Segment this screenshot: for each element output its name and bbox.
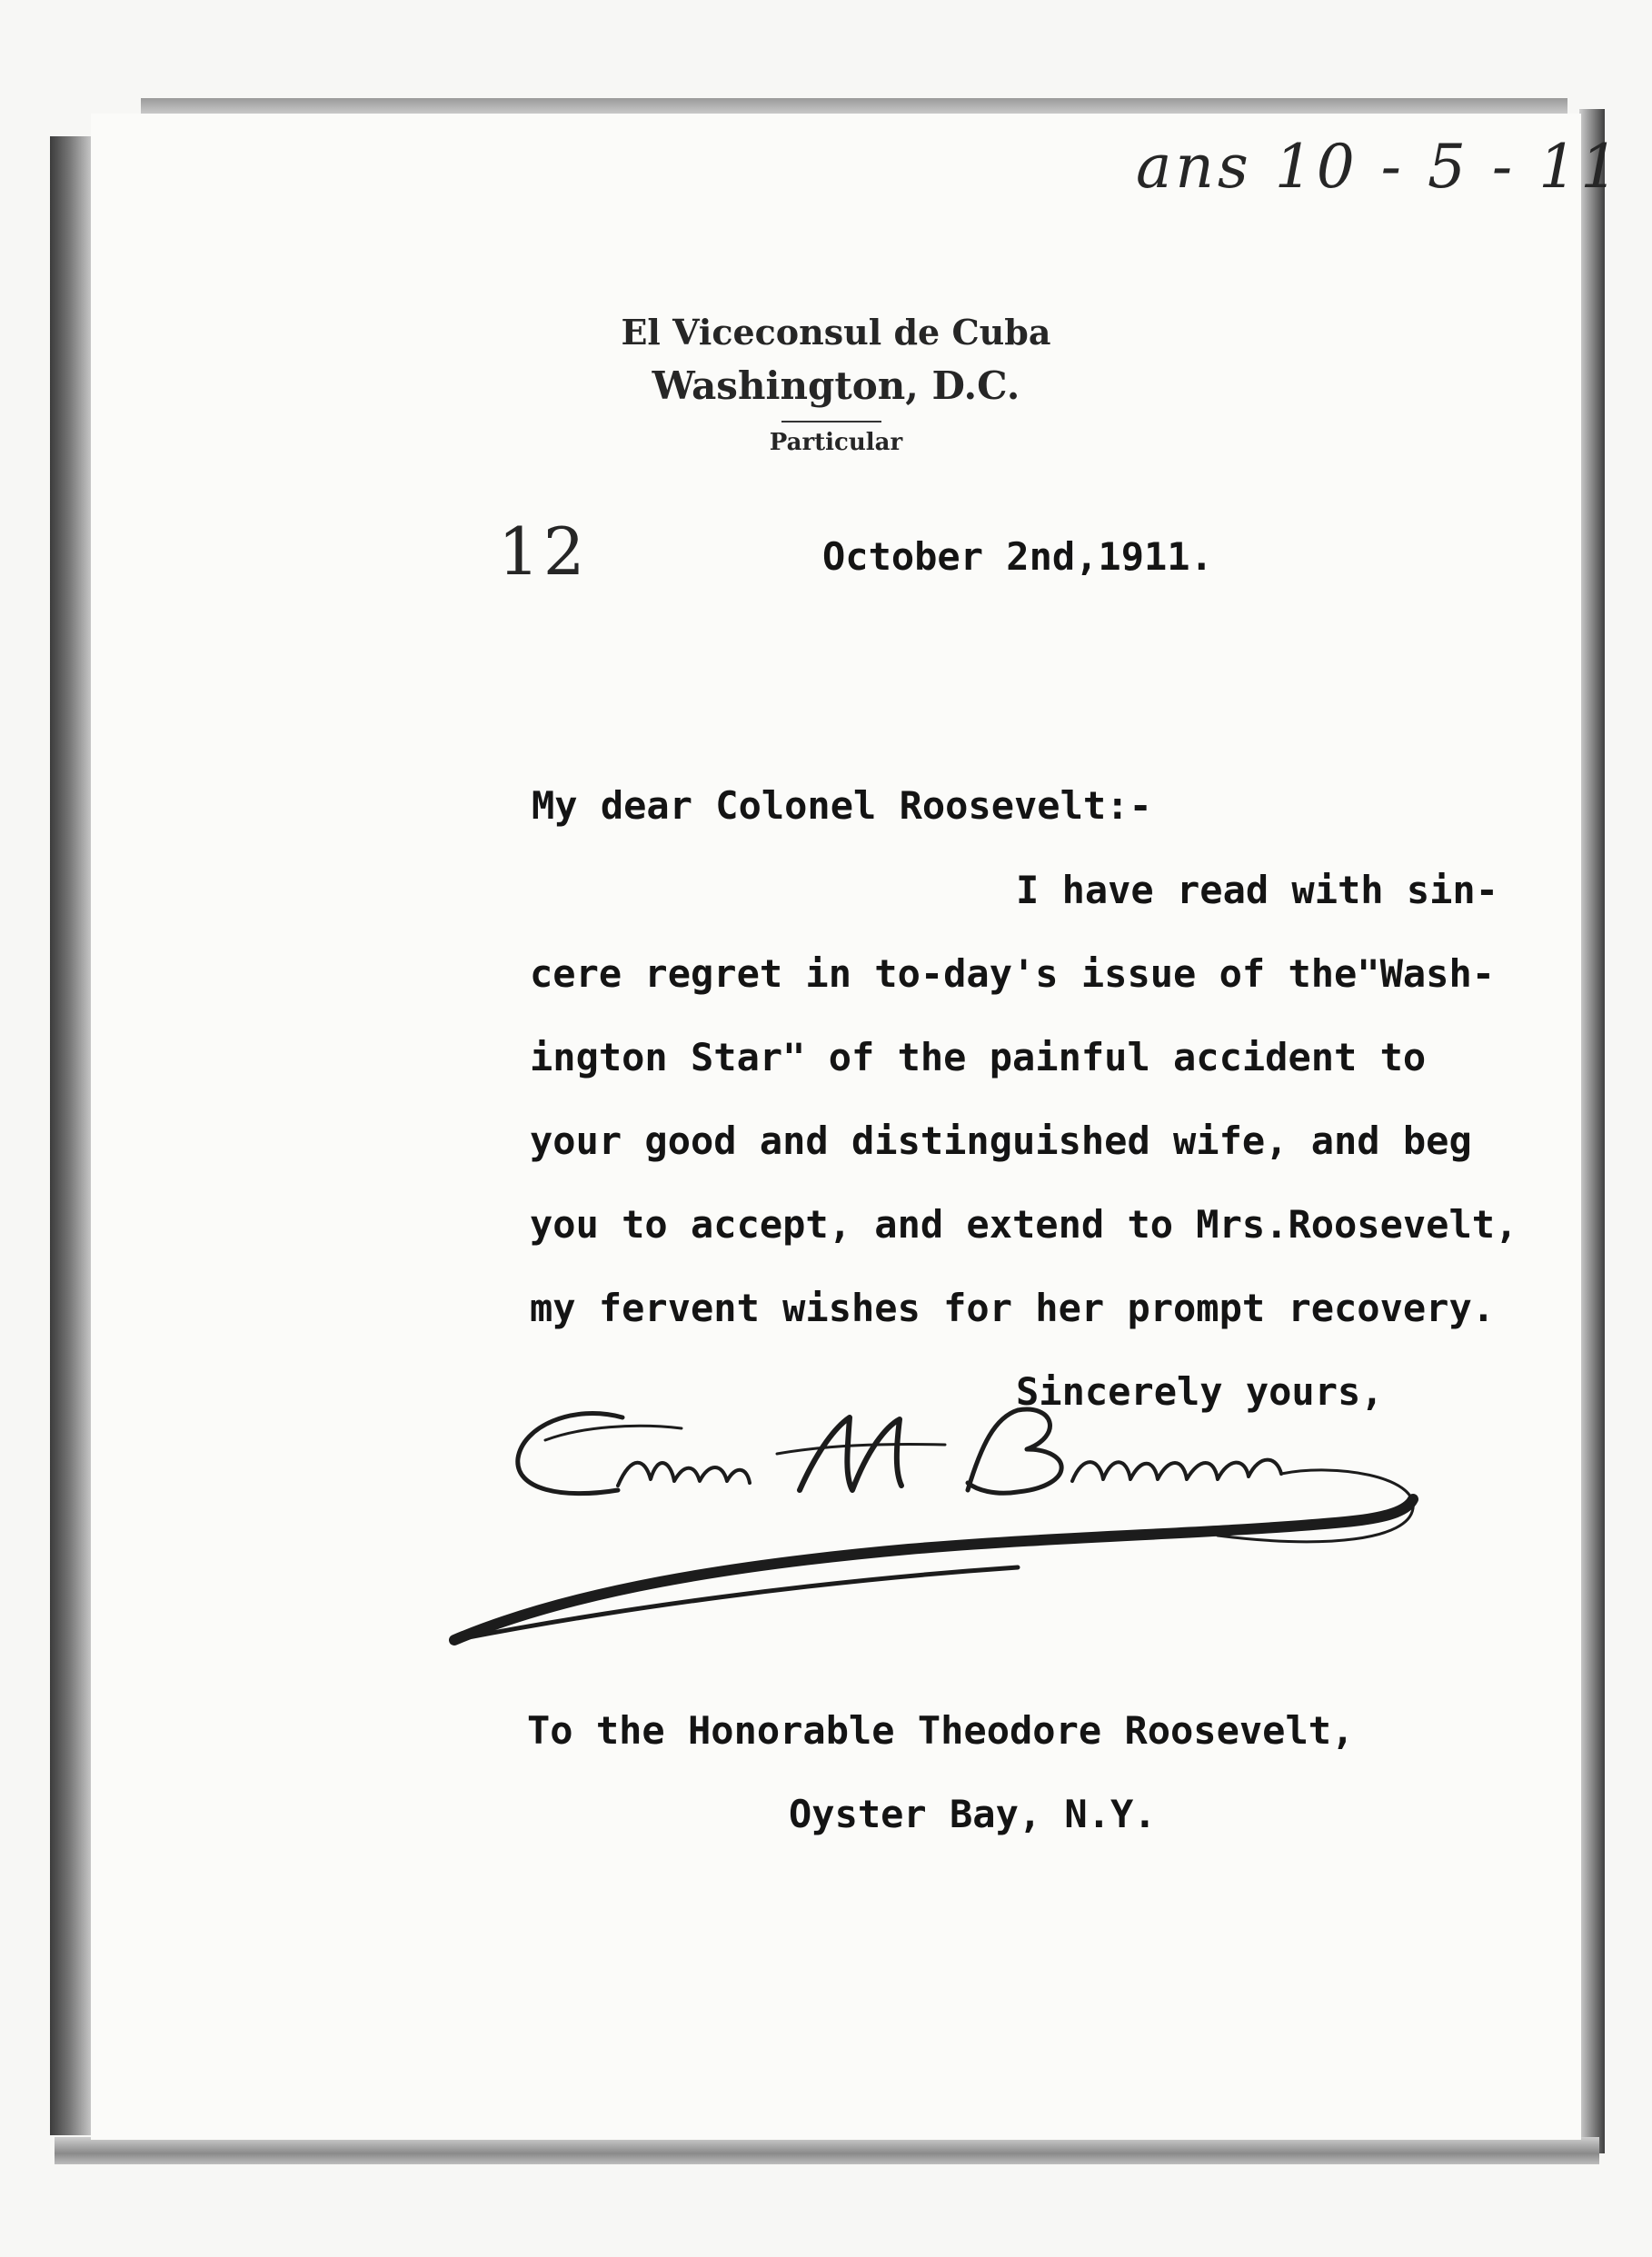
letterhead-particular: Particular — [769, 429, 903, 456]
letter-salutation: My dear Colonel Roosevelt:- — [532, 783, 1152, 828]
sheet-edge-left — [50, 136, 94, 2135]
letterhead-title: El Viceconsul de Cuba — [621, 312, 1051, 353]
body-line: your good and distinguished wife, and beg — [530, 1119, 1472, 1163]
addressee-place: Oyster Bay, N.Y. — [789, 1792, 1157, 1836]
sheet-edge-right — [1579, 109, 1605, 2153]
letter-date: October 2nd,1911. — [822, 534, 1213, 579]
body-line: my fervent wishes for her prompt recovery. — [530, 1286, 1496, 1330]
body-line: ington Star" of the painful accident to — [530, 1035, 1427, 1079]
addressee-name: To the Honorable Theodore Roosevelt, — [527, 1708, 1355, 1753]
letterhead-city: Washington, D.C. — [652, 363, 1020, 408]
handwritten-signature — [436, 1363, 1563, 1672]
body-line: I have read with sin- — [1016, 868, 1499, 912]
letterhead-rule — [781, 421, 881, 423]
body-line: cere regret in to-day's issue of the"Wash- — [530, 951, 1496, 996]
body-line: you to accept, and extend to Mrs.Roosevelt, — [530, 1202, 1518, 1247]
sheet-edge-bottom — [55, 2137, 1599, 2164]
handwritten-page-number: 12 — [498, 513, 589, 590]
archive-handwritten-note: ans 10 - 5 - 11 — [1136, 132, 1623, 202]
letter-closing: Sincerely yours, — [1016, 1369, 1384, 1414]
